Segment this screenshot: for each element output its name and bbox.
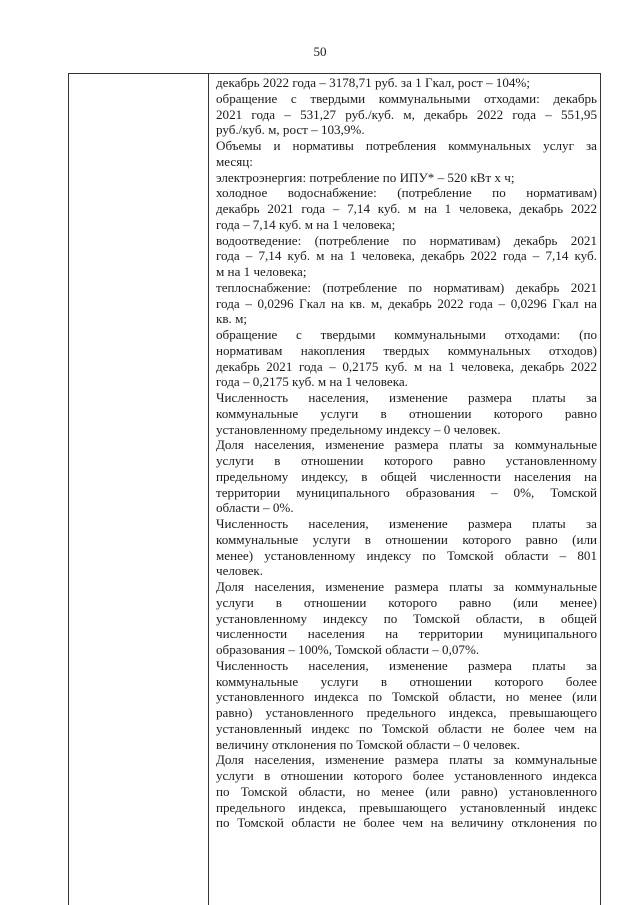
text-line: 2021 года – 531,27 руб./куб. м, декабрь 2022 года – 551,95 [216,106,597,122]
text-line: нормативам накопления твердых коммунальных отходов) [216,342,597,358]
text-line: установленному предельному индексу – 0 человек. [216,421,501,437]
text-line: по Томской области не более чем на величину отклонения по [216,815,597,831]
text-line: услуги в отношении которого более установленного индекса [216,768,597,783]
text-line: Численность населения, изменение размера платы за [216,657,597,673]
text-line: территории муниципального образования – 0%, Томской [216,484,597,500]
content-table [68,73,601,905]
text-line: холодное водоснабжение: (потребление по нормативам) [216,185,597,201]
text-line: коммунальные услуги в отношении которого равно [216,405,597,421]
text-line: кв. м; [216,311,248,327]
text-line: года – 0,0296 Гкал на кв. м, декабрь 2022 года – 0,0296 Гкал на [216,295,597,311]
text-line: обращение с твердыми коммунальными отходами: (по [216,327,597,342]
text-line: Доля населения, изменение размера платы за коммунальные [216,437,597,453]
text-line: года – 7,14 куб. м на 1 человека, декабрь 2022 года – 7,14 куб. [216,248,597,264]
text-line: Доля населения, изменение размера платы за коммунальные [216,752,597,768]
text-line: равно) установленного предельного индекса, превышающего [216,705,597,720]
text-line: человек. [216,563,264,579]
text-line: по Томской области, но менее (или равно) установленного [216,783,597,799]
text-line: области – 0%. [216,500,294,516]
text-line: установленного индекса по Томской области, но менее (или [216,689,597,705]
text-line: года – 7,14 куб. м на 1 человека; [216,216,396,232]
text-line: услуги в отношении которого равно установленному [216,453,597,468]
table-left-cell [69,74,209,905]
table-right-cell [216,75,597,831]
text-line: Доля населения, изменение размера платы за коммунальные [216,579,597,594]
text-line: Объемы и нормативы потребления коммунальных услуг за [216,138,597,153]
text-line: менее) установленному индексу по Томской области – 801 [216,547,597,563]
page-number: 50 [313,44,327,59]
text-line: установленному индексу по Томской области, в общей [216,610,597,626]
text-line: года – 0,2175 куб. м на 1 человека. [216,374,408,390]
text-line: электроэнергия: потребление по ИПУ* – 520 кВт х ч; [216,169,515,185]
text-line: предельного индекса, превышающего установленный индекс [216,799,597,815]
text-line: предельному индексу, в общей численности населения на [216,468,597,484]
text-line: Численность населения, изменение размера платы за [216,516,597,531]
text-line: услуги в отношении которого равно (или менее) [216,594,597,610]
text-line: образования – 100%, Томской области – 0,07%. [216,642,480,657]
text-line: руб./куб. м, рост – 103,9%. [216,122,365,138]
text-line: величину отклонения по Томской области – 0 человек. [216,736,521,752]
text-line: Численность населения, изменение размера платы за [216,390,597,405]
text-line: теплоснабжение: (потребление по нормативам) декабрь 2021 [216,279,597,295]
text-line: декабрь 2022 года – 3178,71 руб. за 1 Гкал, рост – 104%; [216,75,530,90]
text-line: водоотведение: (потребление по нормативам) декабрь 2021 [216,232,597,248]
text-line: установленный индекс по Томской области не более чем на [216,720,597,736]
text-line: численности населения на территории муниципального [216,626,597,642]
text-line: коммунальные услуги в отношении которого более [216,673,597,689]
text-line: м на 1 человека; [216,264,307,279]
text-line: обращение с твердыми коммунальными отходами: декабрь [216,90,597,106]
text-line: декабрь 2021 года – 7,14 куб. м на 1 человека, декабрь 2022 [216,201,597,216]
text-line: месяц: [216,153,253,169]
text-line: декабрь 2021 года – 0,2175 куб. м на 1 человека, декабрь 2022 [216,358,597,374]
text-line: коммунальные услуги в отношении которого равно (или [216,531,597,547]
